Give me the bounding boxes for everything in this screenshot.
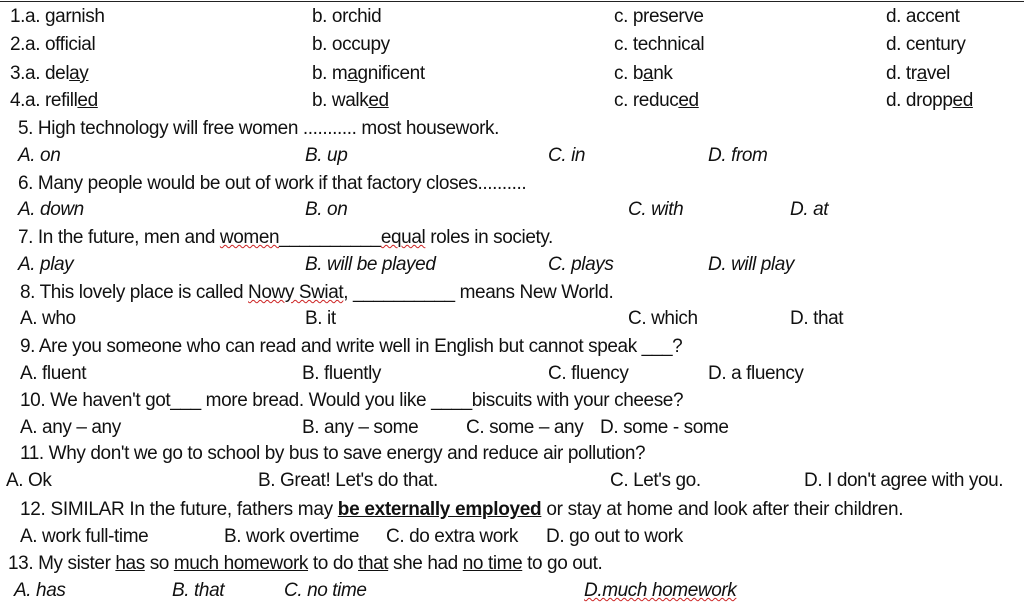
q13-option-a: A. has — [14, 580, 66, 601]
q4-b-text: b. walk — [312, 90, 369, 111]
q6-option-d: D. at — [790, 199, 829, 220]
q13-text: 13. My sister — [8, 553, 116, 574]
q4-d-text: d. dropp — [886, 90, 953, 111]
q10-option-a: A. any – any — [20, 417, 121, 438]
q11-option-c: C. Let's go. — [610, 470, 701, 491]
q5-option-a: A. on — [18, 145, 61, 166]
q13-underlined-3: that — [358, 553, 389, 574]
q7-flagged-word: women — [219, 227, 280, 248]
q13-text-2: so — [144, 553, 174, 574]
q12-option-d: D. go out to work — [546, 526, 683, 547]
q10-option-c: C. some – any — [466, 417, 584, 438]
q6-stem: 6. Many people would be out of work if that factory closes.......... — [18, 173, 527, 194]
q3-b-underlined: a — [347, 63, 358, 84]
q3-c-text: c. b — [614, 63, 644, 84]
q13-option-b: B. that — [172, 580, 225, 601]
q1-option-c: c. preserve — [614, 6, 704, 27]
q3-b-text: b. m — [312, 63, 348, 84]
q13-option-d: D.much homework — [584, 580, 737, 601]
q3-option-c — [614, 63, 672, 85]
q11-stem: 11. Why don't we go to school by bus to save energy and reduce air pollution? — [20, 443, 646, 464]
q1-option-b: b. orchid — [312, 6, 382, 27]
q13-text-4: she had — [388, 553, 463, 574]
q3-option-d — [886, 63, 950, 85]
q5-option-c: C. in — [548, 145, 586, 166]
q4-c-underlined: ed — [678, 90, 699, 111]
q3-d-text: d. tr — [886, 63, 917, 84]
q13-option-c: C. no time — [284, 580, 367, 601]
q9-option-a: A. fluent — [20, 363, 87, 384]
q12-text: 12. SIMILAR In the future, fathers may — [20, 499, 338, 520]
q7-stem — [18, 227, 553, 249]
q13-stem — [8, 553, 602, 575]
q2-a-word: official — [44, 34, 96, 55]
q3-d-text-end: vel — [926, 63, 950, 84]
q8-option-b: B. it — [305, 308, 336, 329]
q3-c-underlined: a — [643, 63, 654, 84]
q3-a-underlined: ay — [69, 63, 89, 84]
q4-d-underlined: ed — [952, 90, 973, 111]
q12-stem — [20, 499, 903, 521]
q2-option-d: d. century — [886, 34, 966, 55]
q7-flagged-word-2: equal — [380, 227, 426, 248]
q13-underlined-2: much homework — [173, 553, 309, 574]
q2-number: 2.a. — [10, 34, 41, 55]
q8-text-end: , __________ means New World. — [343, 282, 614, 303]
q3-option-a — [10, 63, 88, 85]
q4-c-text: c. reduc — [614, 90, 679, 111]
q3-number: 3.a. — [10, 63, 41, 84]
q12-target-phrase: be externally employed — [337, 499, 542, 520]
q3-c-text-end: nk — [653, 63, 673, 84]
q5-stem: 5. High technology will free women ........... most housework. — [18, 118, 500, 139]
q7-option-b: B. will be played — [305, 254, 436, 275]
q12-option-a: A. work full-time — [20, 526, 149, 547]
q2-option-b: b. occupy — [312, 34, 390, 55]
q11-option-d: D. I don't agree with you. — [804, 470, 1004, 491]
q4-option-b — [312, 90, 389, 112]
q4-number: 4.a. — [10, 90, 41, 111]
q7-option-a: A. play — [18, 254, 74, 275]
q11-option-a: A. Ok — [6, 470, 52, 491]
q4-b-underlined: ed — [368, 90, 389, 111]
q1-option-a — [10, 6, 105, 28]
q6-option-b: B. on — [305, 199, 348, 220]
q8-option-d: D. that — [790, 308, 844, 329]
q8-option-a: A. who — [20, 308, 76, 329]
q3-d-underlined: a — [916, 63, 927, 84]
q10-stem: 10. We haven't got___ more bread. Would you like ____biscuits with your cheese? — [20, 390, 684, 411]
q13-text-3: to do — [308, 553, 359, 574]
q10-option-b: B. any – some — [302, 417, 419, 438]
q4-option-a — [10, 90, 98, 112]
q3-a-text: del — [44, 63, 70, 84]
q7-option-d: D. will play — [708, 254, 794, 275]
q11-option-b: B. Great! Let's do that. — [258, 470, 438, 491]
q6-option-a: A. down — [18, 199, 84, 220]
q8-option-c: C. which — [628, 308, 698, 329]
q9-option-c: C. fluency — [548, 363, 629, 384]
q12-option-c: C. do extra work — [386, 526, 518, 547]
q7-blank: __________ — [279, 227, 381, 248]
q9-stem: 9. Are you someone who can read and write well in English but cannot speak ___? — [20, 336, 683, 357]
top-rule — [0, 1, 1024, 2]
q8-stem — [20, 282, 613, 304]
q13-text-end: to go out. — [522, 553, 603, 574]
q1-option-d: d. accent — [886, 6, 960, 27]
q2-option-c: c. technical — [614, 34, 705, 55]
q5-option-d: D. from — [708, 145, 768, 166]
q5-option-b: B. up — [305, 145, 348, 166]
q7-text: 7. In the future, men and — [18, 227, 220, 248]
q13-underlined-1: has — [115, 553, 145, 574]
q12-text-end: or stay at home and look after their children. — [541, 499, 904, 520]
q12-option-b: B. work overtime — [224, 526, 360, 547]
q9-option-d: D. a fluency — [708, 363, 804, 384]
q3-b-text-end: gnificent — [357, 63, 425, 84]
q4-a-underlined: ed — [77, 90, 98, 111]
q8-text: 8. This lovely place is called — [20, 282, 249, 303]
q3-option-b — [312, 63, 425, 85]
q4-option-d — [886, 90, 973, 112]
q10-option-d: D. some - some — [600, 417, 729, 438]
q7-option-c: C. plays — [548, 254, 614, 275]
q1-a-word: garnish — [44, 6, 105, 27]
q9-option-b: B. fluently — [302, 363, 382, 384]
q4-option-c — [614, 90, 699, 112]
q2-option-a — [10, 34, 95, 56]
q1-number: 1.a. — [10, 6, 41, 27]
q8-flagged-word: Nowy Swiat — [248, 282, 344, 303]
q7-text-end: roles in society. — [425, 227, 553, 248]
q6-option-c: C. with — [628, 199, 684, 220]
q13-underlined-4: no time — [462, 553, 523, 574]
q4-a-text: refill — [44, 90, 78, 111]
